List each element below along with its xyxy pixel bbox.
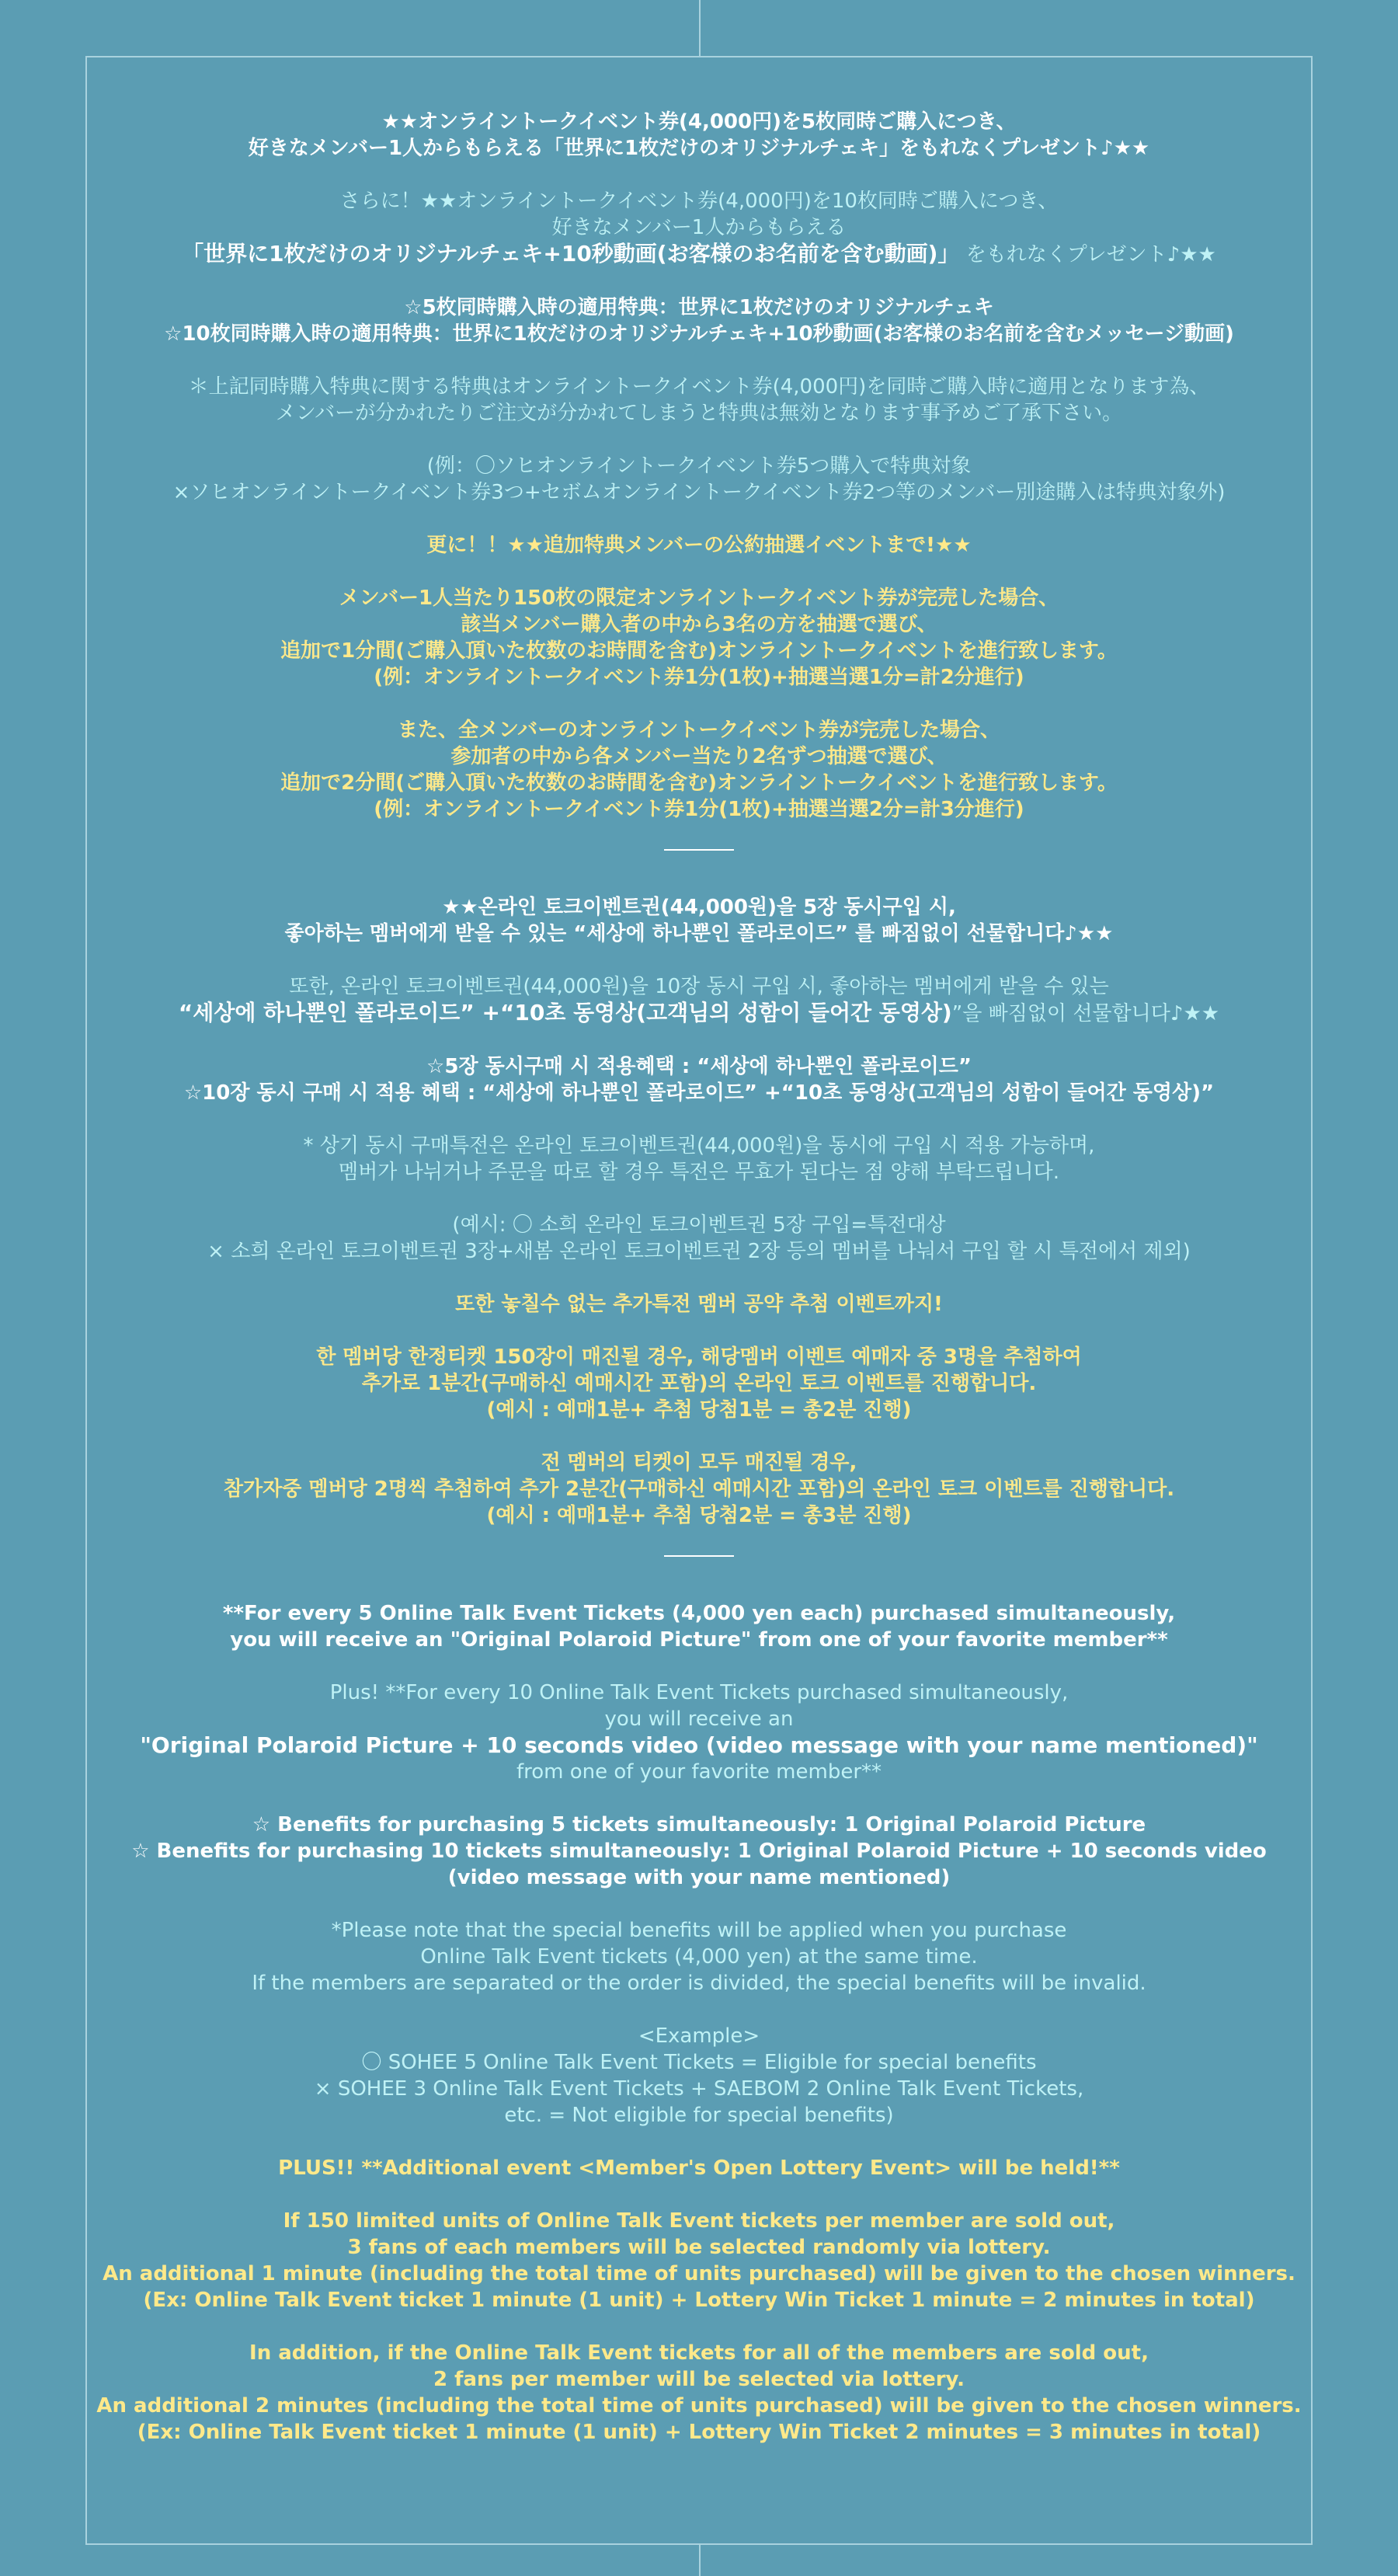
jp-lottery-150: [85, 585, 1313, 691]
en-benefit-5: [85, 1600, 1313, 1653]
highlight-text: "Original Polaroid Picture + 10 seconds video (video message with your name mentioned)": [140, 1732, 1258, 1758]
en-applied-benefits: [85, 1812, 1313, 1891]
text-line: An additional 1 minute (including the total time of units purchased) will be given to the chosen winners.: [103, 2262, 1295, 2285]
text-line: 또한 놓칠수 없는 추가특전 멤버 공약 추첨 이벤트까지!: [455, 1293, 943, 1316]
jp-lottery-heading: [85, 532, 1313, 559]
text-line: また、全メンバーのオンライントークイベント券が完売した場合、: [397, 719, 1001, 742]
text-line: If 150 limited units of Online Talk Event tickets per member are sold out,: [283, 2209, 1115, 2233]
text-line: さらに！★★オンライントークイベント券(4,000円)を10枚同時ご購入につき、: [339, 190, 1059, 213]
text-line: If the members are separated or the order is divided, the special benefits will be invalid.: [252, 1972, 1146, 1995]
text-line: 追加で1分間(ご購入頂いた枚数のお時間を含む)オンライントークイベントを進行致します。: [280, 639, 1118, 663]
highlight-text: “세상에 하나뿐인 폴라로이드” +“10초 동영상(고객님의 성함이 들어간 동영상): [178, 1000, 952, 1025]
text-line: 3 fans of each members will be selected randomly via lottery.: [347, 2236, 1051, 2259]
kr-benefit-5: [85, 894, 1313, 947]
jp-benefit-10: [85, 188, 1313, 268]
jp-note: [85, 374, 1313, 426]
text-line: Plus! **For every 10 Online Talk Event Tickets purchased simultaneously,: [329, 1681, 1069, 1704]
en-lottery-heading: [85, 2155, 1313, 2181]
text-line: × 소희 온라인 토크이벤트권 3장+새봄 온라인 토크이벤트권 2장 등의 멤버를 나눠서 구입 할 시 특전에서 제외): [207, 1240, 1191, 1263]
text-line: (예시 : 예매1분+ 추첨 당첨1분 = 총2분 진행): [486, 1398, 912, 1422]
text-line: (video message with your name mentioned): [447, 1866, 951, 1889]
en-lottery-all: [85, 2340, 1313, 2445]
kr-lottery-heading: [85, 1291, 1313, 1318]
text-line: from one of your favorite member**: [516, 1760, 882, 1784]
text-line: 好きなメンバー1人からもらえる「世界に1枚だけのオリジナルチェキ」をもれなくプレゼント♪★★: [248, 137, 1150, 160]
text-line: [85, 1000, 1313, 1027]
highlight-text: 「世界に1枚だけのオリジナルチェキ+10秒動画(お客様のお名前を含む動画)」: [182, 241, 960, 266]
kr-example: [85, 1212, 1313, 1265]
text-line: ☆ Benefits for purchasing 5 tickets simultaneously: 1 Original Polaroid Picture: [252, 1813, 1146, 1836]
text-line: *Please note that the special benefits will be applied when you purchase: [331, 1919, 1067, 1942]
en-note: [85, 1917, 1313, 1996]
text-line: ★★オンライントークイベント券(4,000円)を5枚同時ご購入につき、: [381, 110, 1017, 134]
text-line: (例：オンライントークイベント券1分(1枚)+抽選当選1分=計2分進行): [374, 666, 1024, 689]
text-line: 좋아하는 멤버에게 받을 수 있는 “세상에 하나뿐인 폴라로이드” 를 빠짐없이 선물합니다♪★★: [284, 922, 1114, 945]
text-line: 該当メンバー購入者の中から3名の方を抽選で選び、: [461, 613, 937, 636]
en-benefit-10: [85, 1680, 1313, 1785]
notice-content: [85, 109, 1313, 2472]
text-line: ＊上記同時購入特典に関する特典はオンライントークイベント券(4,000円)を同時ご購入時に適用となります為、: [188, 375, 1210, 399]
text-line: ☆10장 동시 구매 시 적용 혜택 : “세상에 하나뿐인 폴라로이드” +“10초 동영상(고객님의 성함이 들어간 동영상)”: [183, 1081, 1215, 1105]
text-line: 2 fans per member will be selected via lottery.: [433, 2368, 965, 2391]
text-line: <Example>: [638, 2024, 760, 2048]
text-line: メンバー1人当たり150枚の限定オンライントークイベント券が完売した場合、: [339, 587, 1059, 610]
text-line: [85, 241, 1313, 268]
text-line: (Ex: Online Talk Event ticket 1 minute (1 unit) + Lottery Win Ticket 2 minutes = 3 minutes in total): [137, 2421, 1261, 2444]
jp-applied-benefits: [85, 294, 1313, 347]
bottom-connector-line: [699, 2545, 701, 2576]
text-line: 〇 SOHEE 5 Online Talk Event Tickets = Eligible for special benefits: [361, 2051, 1037, 2074]
text-line: メンバーが分かれたりご注文が分かれてしまうと特典は無効となります事予めご了承下さい。: [275, 402, 1123, 425]
kr-note: [85, 1133, 1313, 1185]
text-line: 更に！！★★追加特典メンバーの公約抽選イベントまで!★★: [426, 534, 972, 557]
text-tail: をもれなくプレゼント♪★★: [965, 243, 1216, 266]
text-line: 好きなメンバー1人からもらえる: [551, 216, 847, 239]
text-line: 追加で2分間(ご購入頂いた枚数のお時間を含む)オンライントークイベントを進行致します。: [280, 771, 1118, 795]
en-lottery-150: [85, 2208, 1313, 2313]
text-line: (예시: 〇 소희 온라인 토크이벤트권 5장 구입=특전대상: [452, 1213, 946, 1237]
kr-benefit-10: [85, 973, 1313, 1027]
text-line: ☆ Benefits for purchasing 10 tickets simultaneously: 1 Original Polaroid Picture + 10 seconds video: [131, 1840, 1267, 1863]
text-line: 멤버가 나뉘거나 주문을 따로 할 경우 특전은 무효가 된다는 점 양해 부탁드립니다.: [338, 1161, 1059, 1184]
text-line: ★★온라인 토크이벤트권(44,000원)을 5장 동시구입 시,: [442, 896, 956, 919]
jp-lottery-all: [85, 717, 1313, 823]
text-line: ☆10枚同時購入時の適用特典：世界に1枚だけのオリジナルチェキ+10秒動画(お客様のお名前を含むメッセージ動画): [164, 322, 1234, 346]
kr-applied-benefits: [85, 1053, 1313, 1106]
section-divider: [664, 1555, 734, 1557]
jp-example: [85, 453, 1313, 506]
text-line: ☆5장 동시구매 시 적용혜택 : “세상에 하나뿐인 폴라로이드”: [426, 1055, 972, 1078]
text-line: (例：オンライントークイベント券1分(1枚)+抽選当選2分=計3分進行): [374, 798, 1024, 821]
kr-lottery-150: [85, 1344, 1313, 1423]
text-line: An additional 2 minutes (including the total time of units purchased) will be given to the chosen winners.: [96, 2394, 1302, 2418]
text-tail: ”을 빠짐없이 선물합니다♪★★: [951, 1002, 1220, 1025]
text-line: Online Talk Event tickets (4,000 yen) at the same time.: [420, 1945, 978, 1969]
text-line: **For every 5 Online Talk Event Tickets (4,000 yen each) purchased simultaneously,: [222, 1602, 1176, 1625]
text-line: (Ex: Online Talk Event ticket 1 minute (1 unit) + Lottery Win Ticket 1 minute = 2 minutes in total): [143, 2289, 1255, 2312]
english-section: [85, 1600, 1313, 2445]
text-line: you will receive an: [604, 1707, 794, 1731]
en-example: [85, 2023, 1313, 2129]
section-divider: [664, 849, 734, 851]
text-line: 참가자중 멤버당 2명씩 추첨하여 추가 2분간(구매하신 예매시간 포함)의 온라인 토크 이벤트를 진행합니다.: [223, 1478, 1175, 1501]
text-line: (例：〇ソヒオンライントークイベント券5つ購入で特典対象: [426, 454, 972, 478]
text-line: × SOHEE 3 Online Talk Event Tickets + SAEBOM 2 Online Talk Event Tickets,: [314, 2077, 1084, 2101]
japanese-section: [85, 109, 1313, 823]
text-line: PLUS!! **Additional event <Member's Open Lottery Event> will be held!**: [278, 2157, 1120, 2180]
text-line: 参加者の中から各メンバー当たり2名ずつ抽選で選び、: [450, 745, 948, 768]
text-line: In addition, if the Online Talk Event tickets for all of the members are sold out,: [249, 2341, 1149, 2365]
text-line: 한 멤버당 한정티켓 150장이 매진될 경우, 해당멤버 이벤트 예매자 중 3명을 추첨하여: [316, 1345, 1082, 1369]
jp-benefit-5: [85, 109, 1313, 162]
text-line: (예시 : 예매1분+ 추첨 당첨2분 = 총3분 진행): [486, 1504, 912, 1527]
text-line: 전 멤버의 티켓이 모두 매진될 경우,: [541, 1451, 857, 1474]
text-line: 추가로 1분간(구매하신 예매시간 포함)의 온라인 토크 이벤트를 진행합니다.: [361, 1372, 1037, 1395]
kr-lottery-all: [85, 1450, 1313, 1529]
korean-section: [85, 894, 1313, 1529]
text-line: etc. = Not eligible for special benefits): [504, 2104, 894, 2127]
text-line: 또한, 온라인 토크이벤트권(44,000원)을 10장 동시 구입 시, 좋아하는 멤버에게 받을 수 있는: [289, 975, 1109, 998]
text-line: you will receive an "Original Polaroid Picture" from one of your favorite member**: [230, 1628, 1168, 1652]
top-connector-line: [699, 0, 701, 56]
text-line: * 상기 동시 구매특전은 온라인 토크이벤트권(44,000원)을 동시에 구입 시 적용 가능하며,: [303, 1134, 1095, 1157]
text-line: ☆5枚同時購入時の適用特典：世界に1枚だけのオリジナルチェキ: [404, 296, 994, 319]
text-line: ×ソヒオンライントークイベント券3つ+セボムオンライントークイベント券2つ等のメンバー別途購入は特典対象外): [172, 481, 1226, 504]
